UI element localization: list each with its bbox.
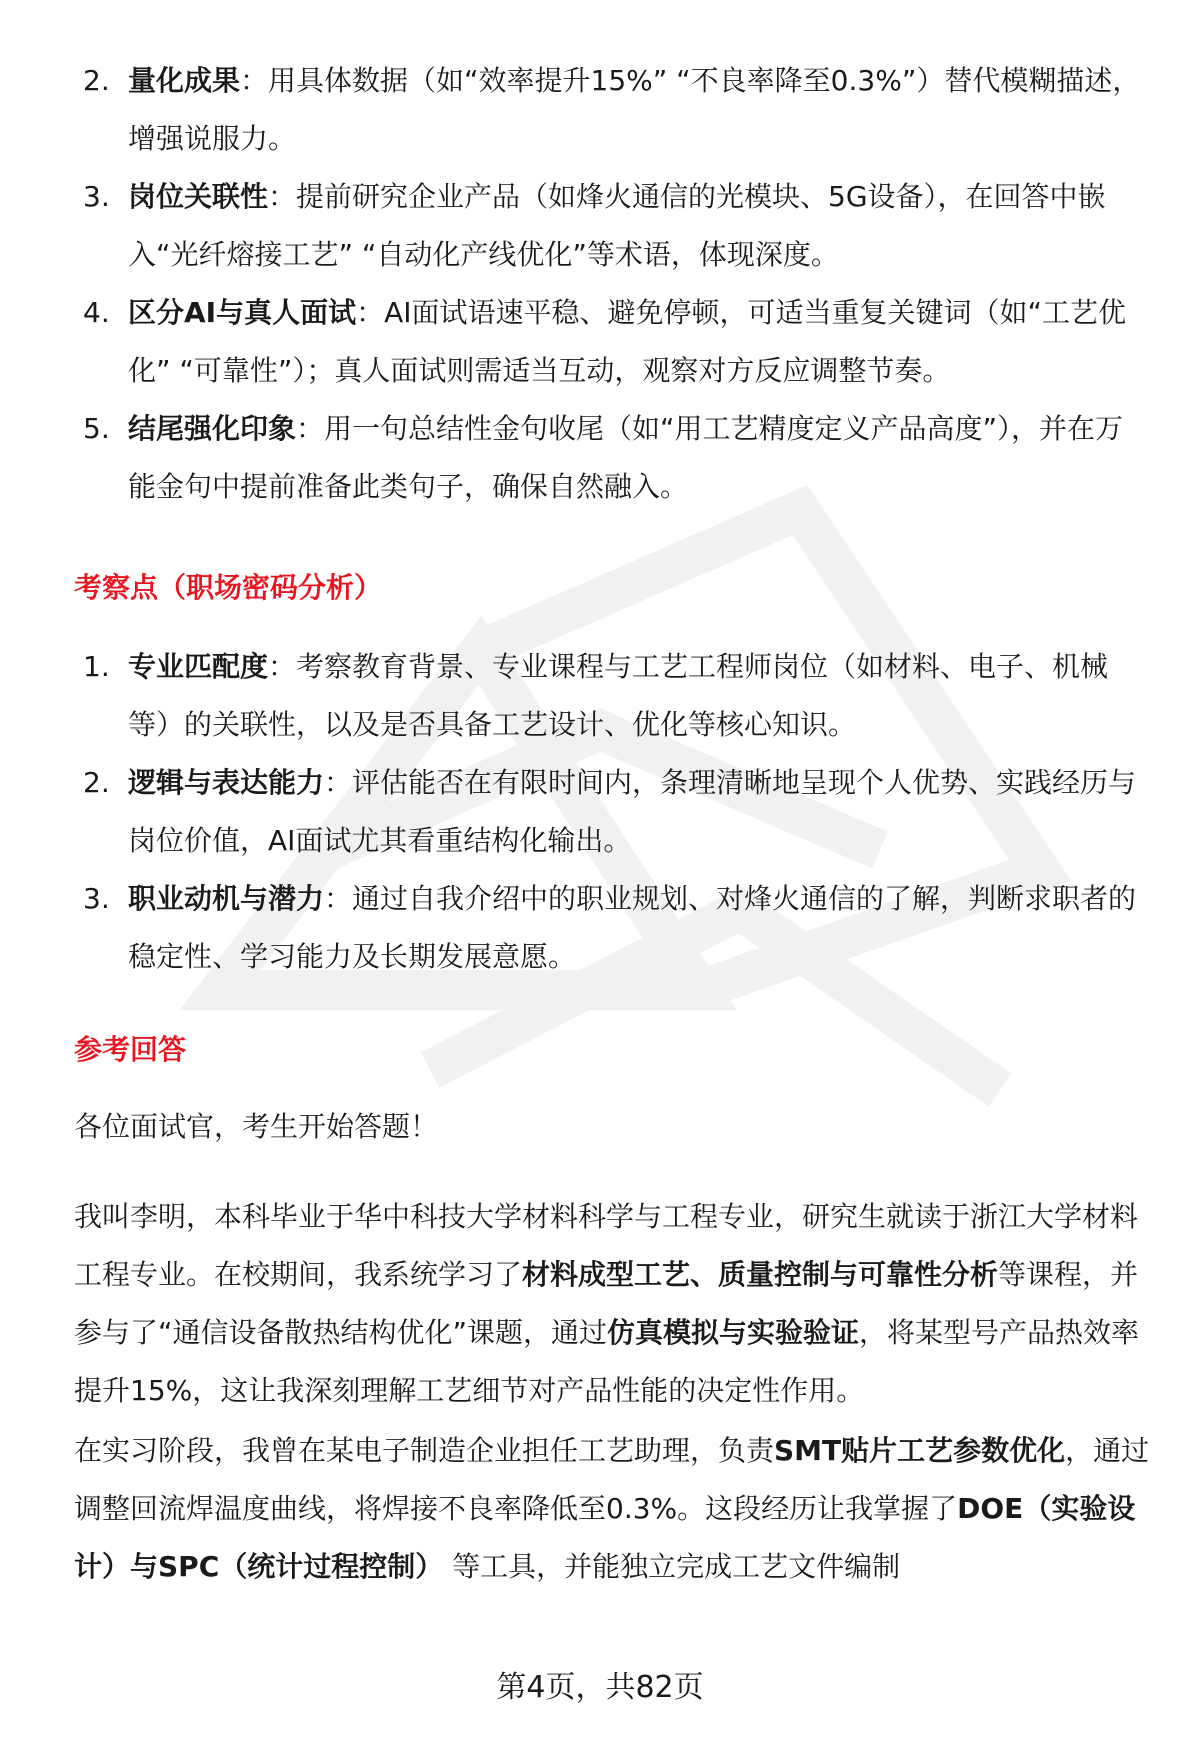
list-number: 3. <box>83 882 110 915</box>
list-item <box>0 400 1200 516</box>
answer-paragraph-2 <box>74 1422 1154 1596</box>
list-number: 4. <box>83 296 110 329</box>
item-title: 量化成果 <box>128 64 241 97</box>
item-separator: ： <box>268 180 297 213</box>
list-item <box>0 284 1200 400</box>
item-title: 逻辑与表达能力 <box>128 766 325 799</box>
item-text: 用一句总结性金句收尾（如“用工艺精度定义产品高度”），并在万能金句中提前准备此类句子，确保自然融入。 <box>128 412 1124 503</box>
list-item <box>0 870 1200 986</box>
answer-paragraph-1 <box>74 1188 1154 1420</box>
list-number: 3. <box>83 180 110 213</box>
text-span: 等课程，并参与了“通信设备散热结构优化”课题，通过 <box>74 1258 1139 1349</box>
item-text: 考察教育背景、专业课程与工艺工程师岗位（如材料、电子、机械等）的关联性，以及是否具备工艺设计、优化等核心知识。 <box>128 650 1109 741</box>
list-item <box>0 638 1200 754</box>
item-separator: ： <box>240 64 269 97</box>
bold-span: 材料成型工艺、质量控制与可靠性分析 <box>522 1258 999 1291</box>
item-text: 用具体数据（如“效率提升15%” “不良率降至0.3%”）替代模糊描述，增强说服力。 <box>128 64 1141 155</box>
item-text: AI面试语速平稳、避免停顿，可适当重复关键词（如“工艺优化” “可靠性”）；真人面试则需适当互动，观察对方反应调整节奏。 <box>128 296 1127 387</box>
bold-span: 仿真模拟与实验验证 <box>607 1316 860 1349</box>
section-heading-assessment: 考察点（职场密码分析） <box>74 571 383 604</box>
item-text: 评估能否在有限时间内，条理清晰地呈现个人优势、实践经历与岗位价值，AI面试尤其看重结构化输出。 <box>128 766 1137 857</box>
item-separator: ： <box>268 650 297 683</box>
assessment-list <box>0 638 1200 986</box>
item-text: 提前研究企业产品（如烽火通信的光模块、5G设备），在回答中嵌入“光纤熔接工艺” “自动化产线优化”等术语，体现深度。 <box>128 180 1106 271</box>
text-span: ，将某型号产品热效率提升15%，这让我深刻理解工艺细节对产品性能的决定性作用。 <box>74 1316 1140 1407</box>
item-title: 区分AI与真人面试 <box>128 296 357 329</box>
text-span: ，通过调整回流焊温度曲线，将焊接不良率降低至0.3%。这段经历让我掌握了 <box>74 1434 1150 1525</box>
list-number: 1. <box>83 650 110 683</box>
bold-span: DOE（实验设计）与SPC（统计过程控制） <box>74 1492 1136 1583</box>
list-item <box>0 52 1200 168</box>
item-separator: ： <box>296 412 325 445</box>
list-item <box>0 754 1200 870</box>
item-separator: ： <box>324 766 353 799</box>
tips-list <box>0 52 1200 516</box>
item-text: 通过自我介绍中的职业规划、对烽火通信的了解，判断求职者的稳定性、学习能力及长期发展意愿。 <box>128 882 1137 973</box>
text-span: 等工具，并能独立完成工艺文件编制 <box>443 1550 901 1583</box>
bold-span: SMT贴片工艺参数优化 <box>774 1434 1066 1467</box>
item-separator: ： <box>324 882 353 915</box>
item-title: 岗位关联性 <box>128 180 269 213</box>
text-span: 我叫李明，本科毕业于华中科技大学材料科学与工程专业，研究生就读于浙江大学材料工程专业。在校期间，我系统学习了 <box>74 1200 1139 1291</box>
section-heading-reference: 参考回答 <box>74 1033 187 1066</box>
text-span: 在实习阶段，我曾在某电子制造企业担任工艺助理，负责 <box>74 1434 775 1467</box>
list-item <box>0 168 1200 284</box>
list-number: 2. <box>83 766 110 799</box>
list-number: 5. <box>83 412 110 445</box>
item-title: 职业动机与潜力 <box>128 882 325 915</box>
item-title: 结尾强化印象 <box>128 412 297 445</box>
greeting-paragraph: 各位面试官，考生开始答题！ <box>74 1110 439 1143</box>
item-title: 专业匹配度 <box>128 650 269 683</box>
page-number-footer: 第4页，共82页 <box>496 1670 704 1705</box>
list-number: 2. <box>83 64 110 97</box>
item-separator: ： <box>356 296 385 329</box>
